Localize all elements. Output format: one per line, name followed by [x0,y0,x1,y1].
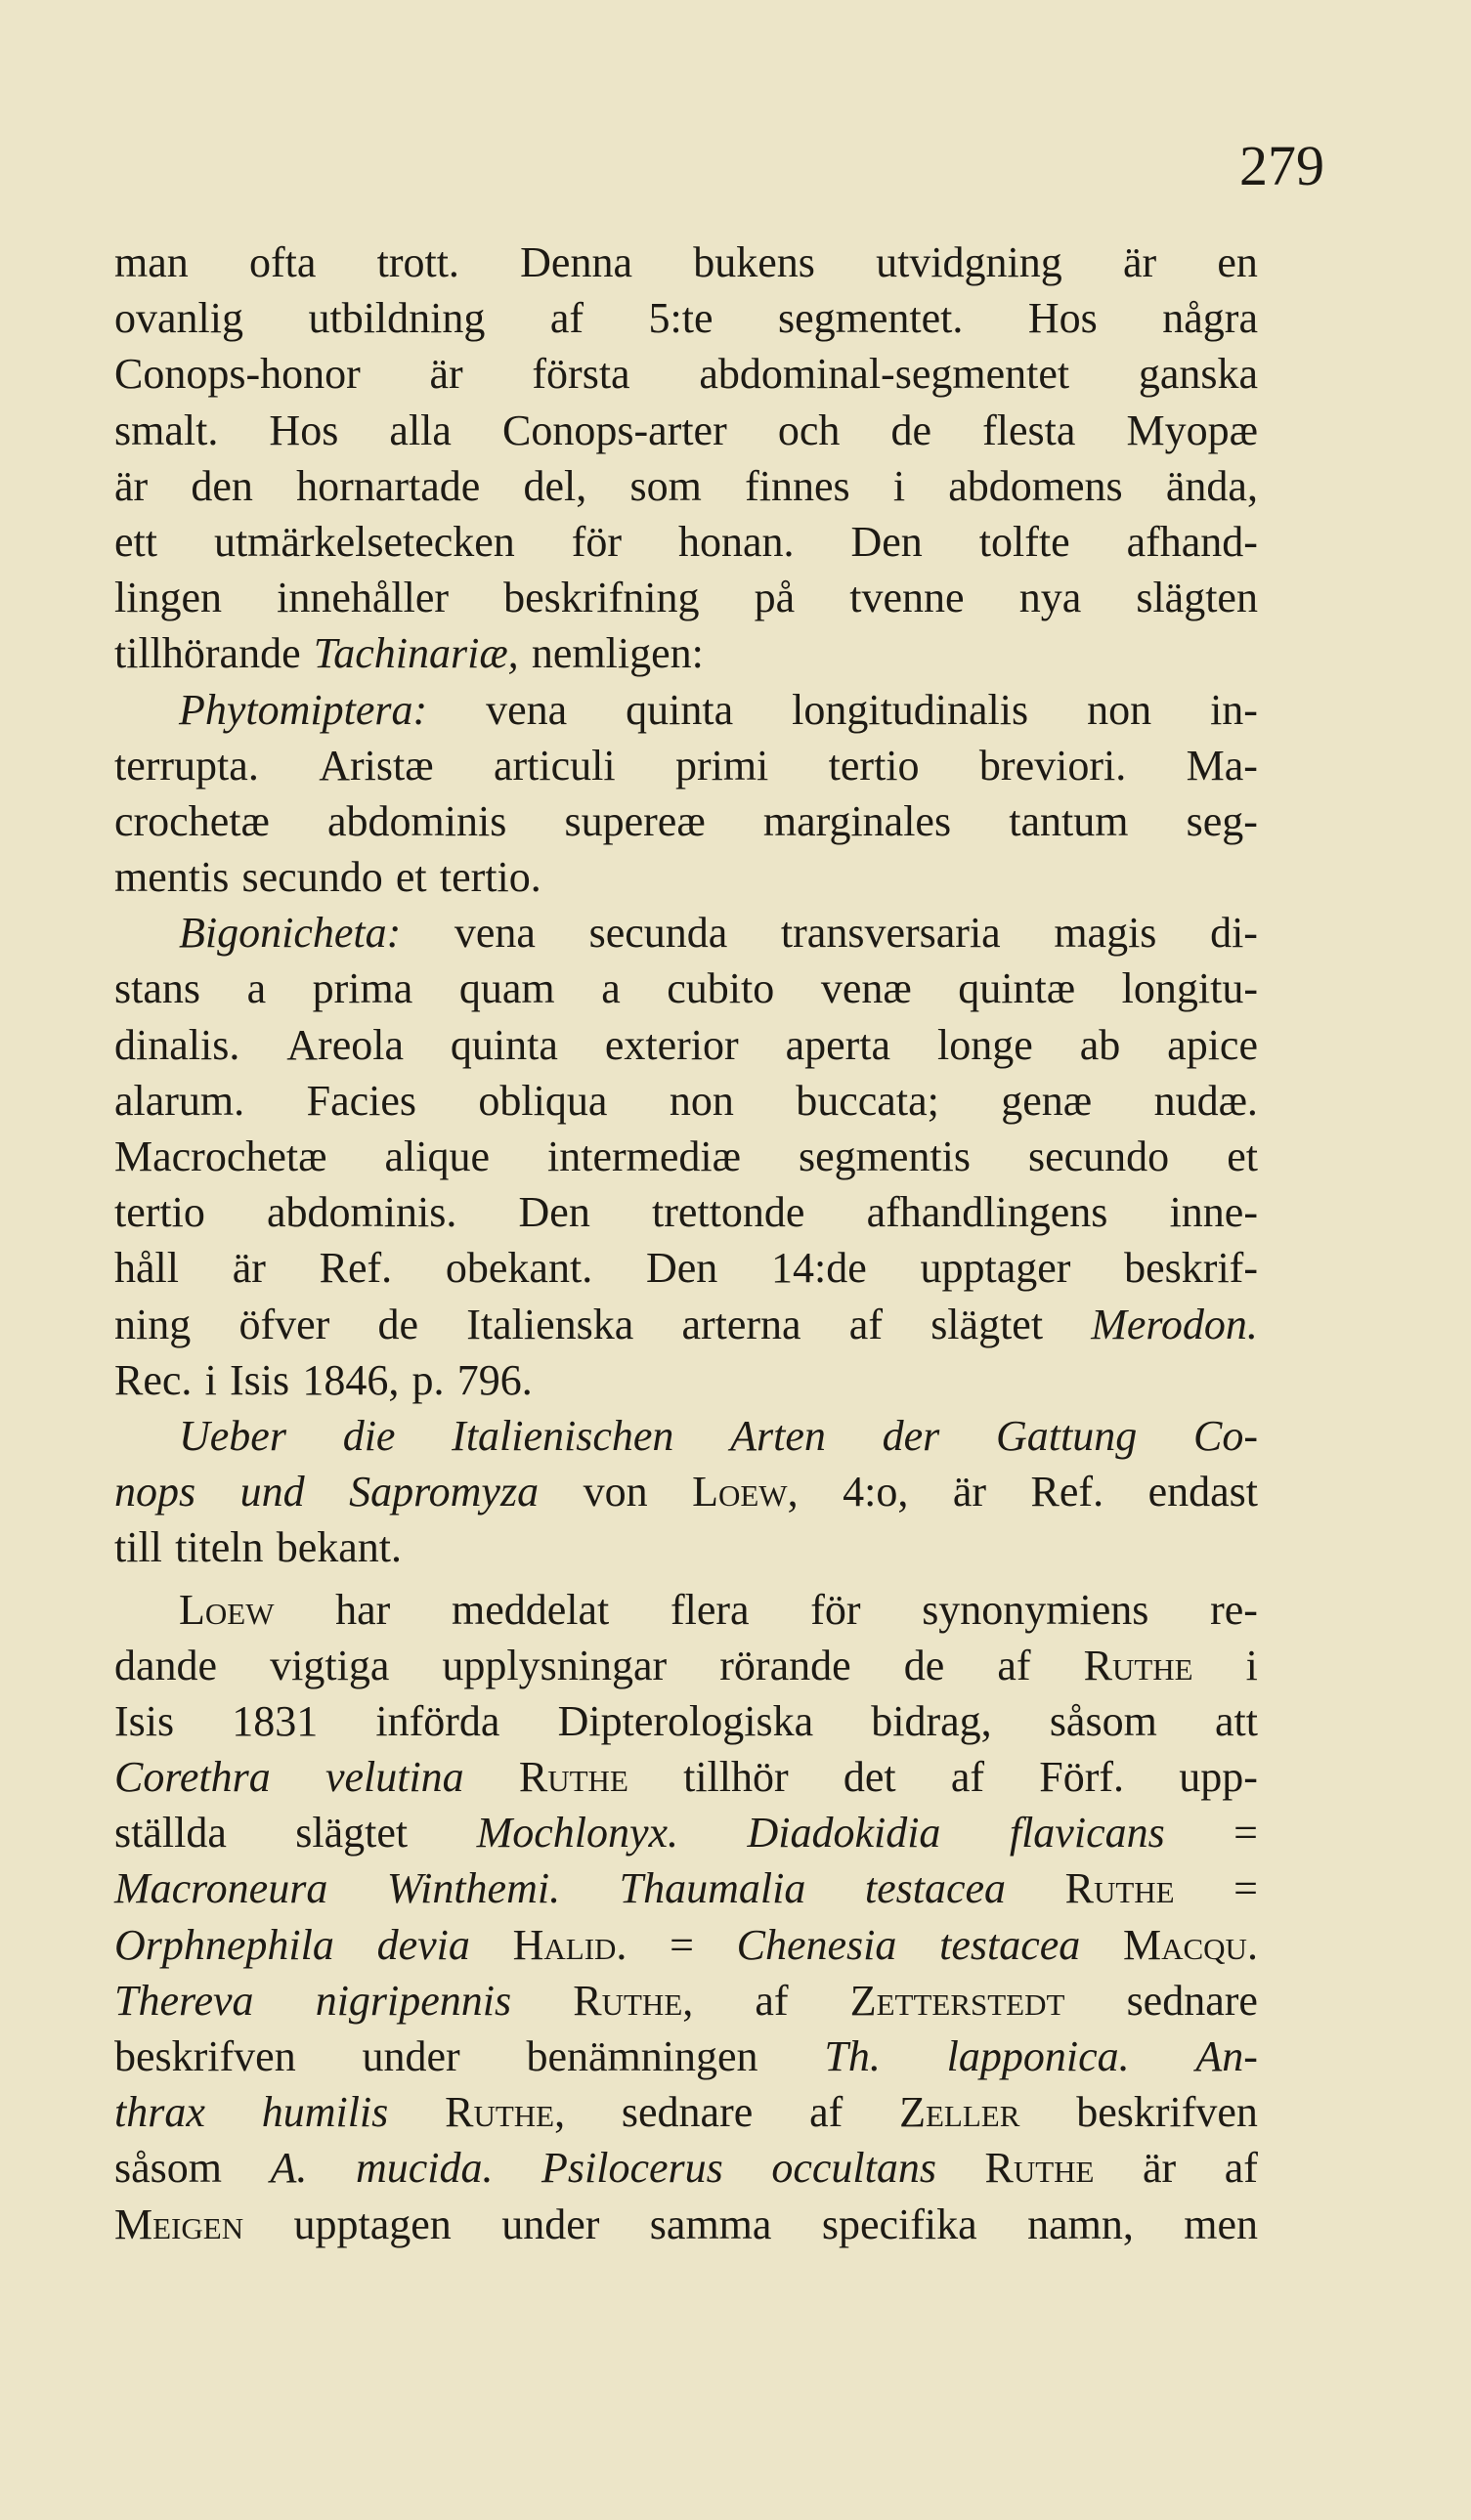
word: quinta [450,1020,558,1069]
word: innehåller [277,574,450,622]
text-line [114,682,1258,738]
word: Thaumalia [619,1864,806,1913]
word: Bigonicheta: [179,909,402,958]
word: = [670,1920,694,1969]
word: mentis [114,853,230,902]
word: 14:de [770,1244,867,1293]
word: det [843,1753,896,1802]
word: = [1233,1864,1258,1913]
word: occultans [771,2144,936,2193]
word: und [239,1468,305,1516]
word: lapponica. [946,2032,1130,2080]
text-line [114,514,1258,570]
word: finnes [745,461,850,510]
word: Ruthe, [445,2088,566,2137]
word: quinta [626,685,734,734]
word: inne- [1169,1188,1258,1237]
word: är [1123,238,1157,286]
word: Den [518,1188,590,1237]
word: intermediæ [547,1132,741,1180]
word: et [395,853,427,902]
word: abdominal-segmentet [699,350,1070,399]
word: för [810,1585,861,1634]
word: vena [454,909,536,958]
word: exterior [604,1020,739,1069]
word: tertio. [439,853,541,902]
text-line [114,1129,1258,1184]
word: på [754,574,796,622]
word: Ruthe [1083,1641,1193,1689]
text-line [114,1582,1258,1638]
word: meddelat [452,1585,610,1634]
word: samma [649,2200,772,2248]
word: utvidgning [876,238,1062,286]
word: flesta [982,406,1076,454]
word: af [950,1753,985,1802]
text-line [114,625,1258,681]
word: Ref. [1030,1468,1104,1516]
text-line [114,458,1258,514]
word: bekant. [276,1523,403,1572]
word: Halid. [512,1920,627,1969]
word: en [1217,238,1258,286]
word: 796. [456,1355,533,1404]
word: Rec. [114,1355,193,1404]
word: i [1245,1641,1258,1689]
word: apice [1167,1020,1258,1069]
word: är [114,461,149,510]
text-line [114,1749,1258,1805]
word: afhandlingens [866,1188,1108,1237]
text-line [114,1860,1258,1916]
word: quam [458,964,555,1013]
text-line [114,2197,1258,2252]
word: alique [384,1132,490,1180]
word: synonymiens [922,1585,1149,1634]
word: Winthemi. [386,1864,561,1913]
word: man [114,238,189,286]
word: Mochlonyx. [476,1809,679,1858]
word: af [1224,2144,1258,2193]
word: testacea [864,1864,1007,1913]
text-line [114,1805,1258,1860]
word: är [952,1468,987,1516]
body-text [114,235,1258,2252]
word: ganska [1138,350,1258,399]
text-line [114,1240,1258,1296]
word: Myopæ [1126,406,1258,454]
text-line [114,2029,1258,2084]
text-line [114,1408,1258,1464]
word: namn, [1027,2200,1134,2248]
word: tertio [828,741,920,790]
word: p. [411,1355,445,1404]
text-line [114,403,1258,458]
word: Orphnephila [114,1920,334,1969]
word: benämningen [526,2032,758,2080]
word: trettonde [652,1188,805,1237]
text-line [114,1352,1258,1408]
word: de [377,1300,419,1348]
word: dande [114,1641,218,1689]
word: supereæ [564,796,706,845]
word: är [232,1244,266,1293]
word: Conops-honor [114,350,361,399]
word: upptager [920,1244,1071,1293]
word: de [903,1641,945,1689]
word: Conops-arter [502,406,727,454]
word: nudæ. [1153,1076,1258,1125]
word: longitudinalis [792,685,1029,734]
word: är [1143,2144,1177,2193]
text-line [114,570,1258,625]
word: Merodon. [1091,1300,1258,1348]
word: af [755,1976,789,2025]
word: Gattung [996,1411,1138,1460]
word: velutina [324,1753,464,1802]
text-line [114,1519,1258,1575]
word: utbildning [308,294,486,343]
word: thrax [114,2088,205,2137]
word: Aristæ [319,741,434,790]
word: specifika [821,2200,977,2248]
word: cubito [667,964,775,1013]
word: af [809,2088,844,2137]
word: af [848,1300,883,1348]
word: beskrifven [114,2032,296,2080]
word: Diadokidia [747,1809,941,1858]
word: flavicans [1009,1809,1165,1858]
word: slägtet [295,1809,409,1858]
word: ning [114,1300,192,1348]
word: 4:o, [843,1468,909,1516]
text-line [114,1638,1258,1693]
word: a [246,964,267,1013]
word: Arten [730,1411,826,1460]
word: och [777,406,841,454]
word: humilis [261,2088,389,2137]
word: beskrifning [503,574,700,622]
word: buccata; [796,1076,939,1125]
word: der [882,1411,940,1460]
text-line [114,1017,1258,1073]
text-line [114,1693,1258,1749]
word: quintæ [958,964,1076,1013]
text-line [114,1184,1258,1240]
text-line [114,1464,1258,1519]
word: non [1087,685,1152,734]
text-line [114,346,1258,402]
word: Ruthe, [573,1976,694,2025]
word: tolfte [978,517,1070,566]
word: Ruthe [984,2144,1095,2193]
word: seg- [1186,796,1258,845]
text-line [114,1297,1258,1352]
word: Denna [520,238,632,286]
word: Chenesia [736,1920,897,1969]
word: transversaria [780,909,1001,958]
word: secundo [241,853,383,902]
word: flera [670,1585,750,1634]
word: den [191,461,253,510]
word: devia [376,1920,470,1969]
word: crochetæ [114,796,270,845]
word: Italienischen [452,1411,674,1460]
word: de [890,406,931,454]
word: secundo [1028,1132,1170,1180]
word: Hos [1027,294,1098,343]
word: upplysningar [442,1641,668,1689]
word: Areola [286,1020,404,1069]
word: longitu- [1121,964,1258,1013]
word: har [335,1585,391,1634]
word: Förf. [1039,1753,1125,1802]
word: Loew [179,1585,275,1634]
word: Hos [269,406,339,454]
word: genæ [1001,1076,1093,1125]
text-line [114,235,1258,290]
word: prima [312,964,413,1013]
word: af [997,1641,1031,1689]
text-line [114,849,1258,905]
word: vigtiga [270,1641,390,1689]
word: Loew, [692,1468,799,1516]
word: ända, [1165,461,1258,510]
word: Sapromyza [349,1468,540,1516]
word: breviori. [978,741,1127,790]
word: är [429,350,463,399]
word: Zeller [899,2088,1020,2137]
word: Facies [306,1076,416,1125]
word: di- [1210,909,1258,958]
word: hornartade [296,461,481,510]
word: primi [674,741,769,790]
word: abdominis. [267,1188,457,1237]
text-line [114,1073,1258,1129]
word: Den [850,517,923,566]
word: arterna [681,1300,801,1348]
word: Th. [824,2032,881,2080]
word: Phytomiptera: [179,685,428,734]
word: ab [1079,1020,1121,1069]
word: men [1184,2200,1258,2248]
word: afhand- [1126,517,1258,566]
word: non [669,1076,734,1125]
word: Ma- [1186,741,1258,790]
word: beskrif- [1124,1244,1258,1293]
word: några [1162,294,1258,343]
word: upp- [1179,1753,1258,1802]
word: af [549,294,584,343]
word: införda [375,1696,500,1745]
word: rörande [719,1641,851,1689]
word: tvenne [849,574,965,622]
text-line [114,2140,1258,2196]
text-line [114,2084,1258,2140]
word: a [601,964,621,1013]
word: bukens [693,238,815,286]
text-line [114,290,1258,346]
word: Psilocerus [541,2144,723,2193]
word: Meigen [114,2200,244,2248]
word: re- [1210,1585,1258,1634]
word: del, [523,461,587,510]
word: under [501,2200,600,2248]
word: smalt. [114,406,219,454]
word: sednare [621,2088,754,2137]
word: aperta [785,1020,891,1069]
word: Macroneura [114,1864,328,1913]
word: första [532,350,630,399]
word: nigripennis [315,1976,512,2025]
word: Corethra [114,1753,271,1802]
word: för [571,517,623,566]
word: Macrochetæ [114,1132,327,1180]
word: ett [114,517,157,566]
word: ställda [114,1809,227,1858]
word: såsom [114,2144,222,2193]
word: An- [1195,2032,1258,2080]
word: Isis [114,1696,175,1745]
word: secunda [588,909,728,958]
word: Ref. [319,1244,393,1293]
word: die [342,1411,396,1460]
word: dinalis. [114,1020,240,1069]
word: såsom [1049,1696,1157,1745]
word: håll [114,1244,179,1293]
word: Den [645,1244,718,1293]
word: Ruthe [518,1753,628,1802]
text-line [114,738,1258,793]
word: obekant. [445,1244,593,1293]
word: abdomens [948,461,1123,510]
word: ovanlig [114,294,243,343]
word: alarum. [114,1076,245,1125]
word: till [114,1523,162,1572]
word: abdominis [326,796,507,845]
text-line [114,1973,1258,2029]
word: nya [1018,574,1082,622]
word: utmärkelsetecken [213,517,515,566]
word: obliqua [478,1076,608,1125]
word: Co- [1192,1411,1258,1460]
word: Italienska [466,1300,634,1348]
word: et [1227,1132,1258,1180]
word: tantum [1009,796,1129,845]
word: bidrag, [871,1696,992,1745]
word: under [362,2032,460,2080]
word: att [1214,1696,1258,1745]
word: stans [114,964,200,1013]
word: ofta [248,238,317,286]
word: 1831 [232,1696,319,1745]
word: 5:te [648,294,714,343]
word: beskrifven [1076,2088,1258,2137]
word: lingen [114,574,222,622]
word: segmentis [799,1132,971,1180]
word: i [204,1355,217,1404]
word: Tachinariæ, [313,629,519,678]
word: longe [937,1020,1033,1069]
word: Isis [230,1355,290,1404]
word: mucida. [355,2144,494,2193]
word: segmentet. [778,294,964,343]
word: Dipterologiska [557,1696,814,1745]
word: slägten [1136,574,1258,622]
word: testacea [939,1920,1081,1969]
word: = [1233,1809,1258,1858]
text-line [114,1917,1258,1973]
word: nops [114,1468,196,1516]
word: A. [270,2144,308,2193]
text-line [114,961,1258,1016]
text-line [114,793,1258,849]
word: alla [389,406,452,454]
word: Zetterstedt [849,1976,1065,2025]
word: som [629,461,702,510]
word: in- [1210,685,1258,734]
word: tillhör [683,1753,789,1802]
word: venæ [820,964,912,1013]
page-number: 279 [1239,134,1324,197]
word: honan. [678,517,795,566]
word: titeln [175,1523,264,1572]
word: upptagen [293,2200,452,2248]
word: i [892,461,906,510]
word: Thereva [114,1976,254,2025]
word: Ruthe [1064,1864,1175,1913]
word: marginales [762,796,952,845]
word: tertio [114,1188,205,1237]
word: nemligen: [531,629,704,678]
word: öfver [238,1300,330,1348]
word: terrupta. [114,741,259,790]
word: vena [486,685,568,734]
word: von [583,1468,648,1516]
word: Ueber [179,1411,286,1460]
text-line [114,905,1258,961]
word: articuli [493,741,616,790]
word: endast [1147,1468,1258,1516]
word: magis [1054,909,1157,958]
word: 1846, [302,1355,400,1404]
word: tillhörande [114,629,301,678]
word: Macqu. [1122,1920,1258,1969]
word: trott. [376,238,459,286]
word: sednare [1126,1976,1258,2025]
word: slägtet [930,1300,1044,1348]
